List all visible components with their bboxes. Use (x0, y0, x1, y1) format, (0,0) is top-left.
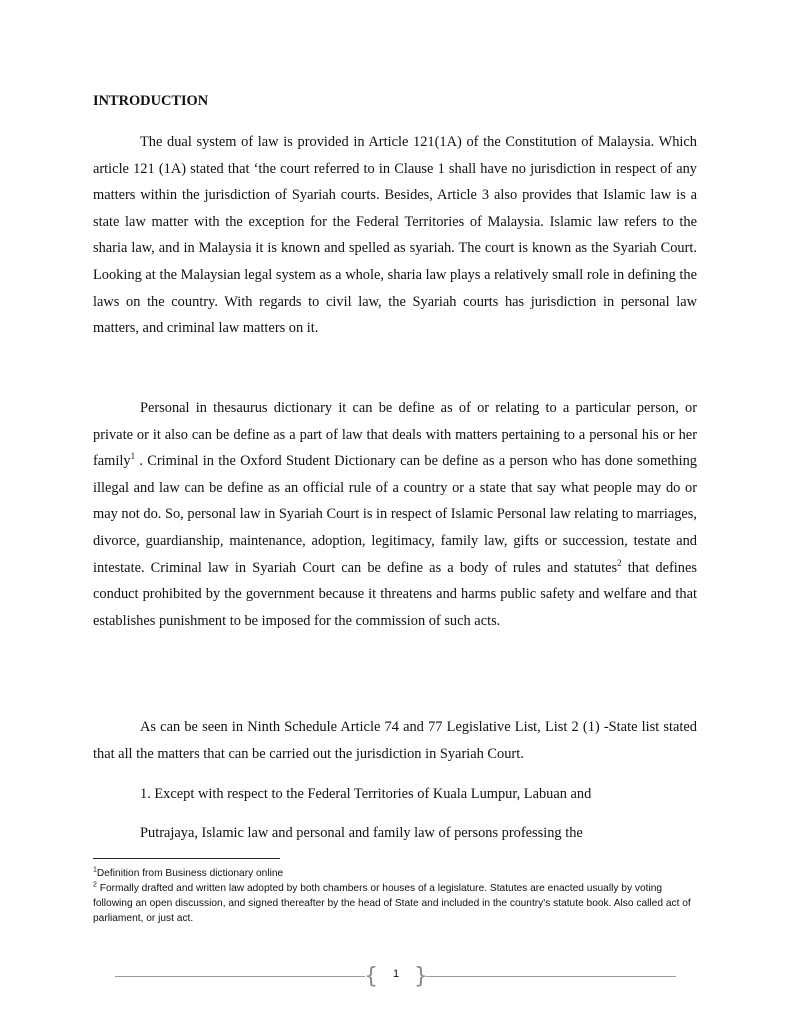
footer-left-brace-icon: { (364, 964, 378, 989)
footnote-mark: 2 (93, 881, 97, 889)
paragraph-dual-system (93, 129, 697, 342)
page-number: 1 (392, 968, 400, 980)
section-heading: INTRODUCTION (93, 93, 209, 109)
paragraph-text: . Criminal in the Oxford Student Dictionary can be define as a person who has done something illegal and law can be define as an official rule of a country or a state that say what people may do or may not do. So, personal law in Syariah Court is in respect of Islamic Personal law relating to marriages, divorce, guardianship, maintenance, adoption, legitimacy, family law, gifts or succession, testate and intestate. Criminal law in Syariah Court can be define as a body of rules and statutes (93, 453, 697, 576)
paragraph-text: As can be seen in Ninth Schedule Article 74 and 77 Legislative List, List 2 (1) -State list stated that all the matters that can be carried out the jurisdiction in Syariah Court. (93, 719, 697, 762)
footnote-mark: 1 (93, 866, 97, 874)
paragraph-text: The dual system of law is provided in Article 121(1A) of the Constitution of Malaysia. Which article 121 (1A) stated that ‘the court referred to in Clause 1 shall have no jurisdiction in respect of any matters within the jurisdiction of Syariah courts. Besides, Article 3 also provides that Islamic law is a state law matter with the exception for the Federal Territories of Malaysia. Islamic law refers to the sharia law, and in Malaysia it is known and spelled as syariah. The court is known as the Syariah Court. Looking at the Malaysian legal system as a whole, sharia law plays a relatively small role in defining the laws on the country. With regards to civil law, the Syariah courts has jurisdiction in personal law matters, and criminal law matters on it. (93, 134, 697, 337)
paragraph-text: that defines conduct prohibited by the government because it threatens and harms public safety and welfare and that establishes punishment to be imposed for the commission of such acts. (93, 559, 697, 629)
footer-right-brace-icon: } (414, 964, 428, 989)
footer-rule-right (426, 976, 676, 977)
footnote-ref-1: 1 (130, 451, 136, 462)
paragraph-personal-criminal-law (93, 395, 697, 634)
list-item-1-line-2: Putrajaya, Islamic law and personal and family law of persons professing the (140, 825, 583, 841)
footnote-2 (93, 881, 693, 926)
footnote-1 (93, 866, 693, 881)
paragraph-ninth-schedule (93, 714, 697, 767)
footnote-text: Definition from Business dictionary online (96, 868, 284, 879)
footnote-separator (93, 858, 280, 859)
footnote-text: Formally drafted and written law adopted by both chambers or houses of a legislature. Statutes are enacted usually by voting following an open discussion, and signed thereafter by the head of State and included in the country's statute book. Also called act of parliament, or just act. (93, 883, 691, 924)
paragraph-text: Personal in thesaurus dictionary it can be define as of or relating to a particular person, or private or it also can be define as a part of law that deals with matters pertaining to a personal his or her family (93, 400, 697, 470)
footnote-ref-2: 2 (617, 557, 622, 568)
footnotes (93, 866, 693, 926)
list-item-1-line-1: 1. Except with respect to the Federal Territories of Kuala Lumpur, Labuan and (140, 786, 592, 802)
footer-rule-left (115, 976, 365, 977)
